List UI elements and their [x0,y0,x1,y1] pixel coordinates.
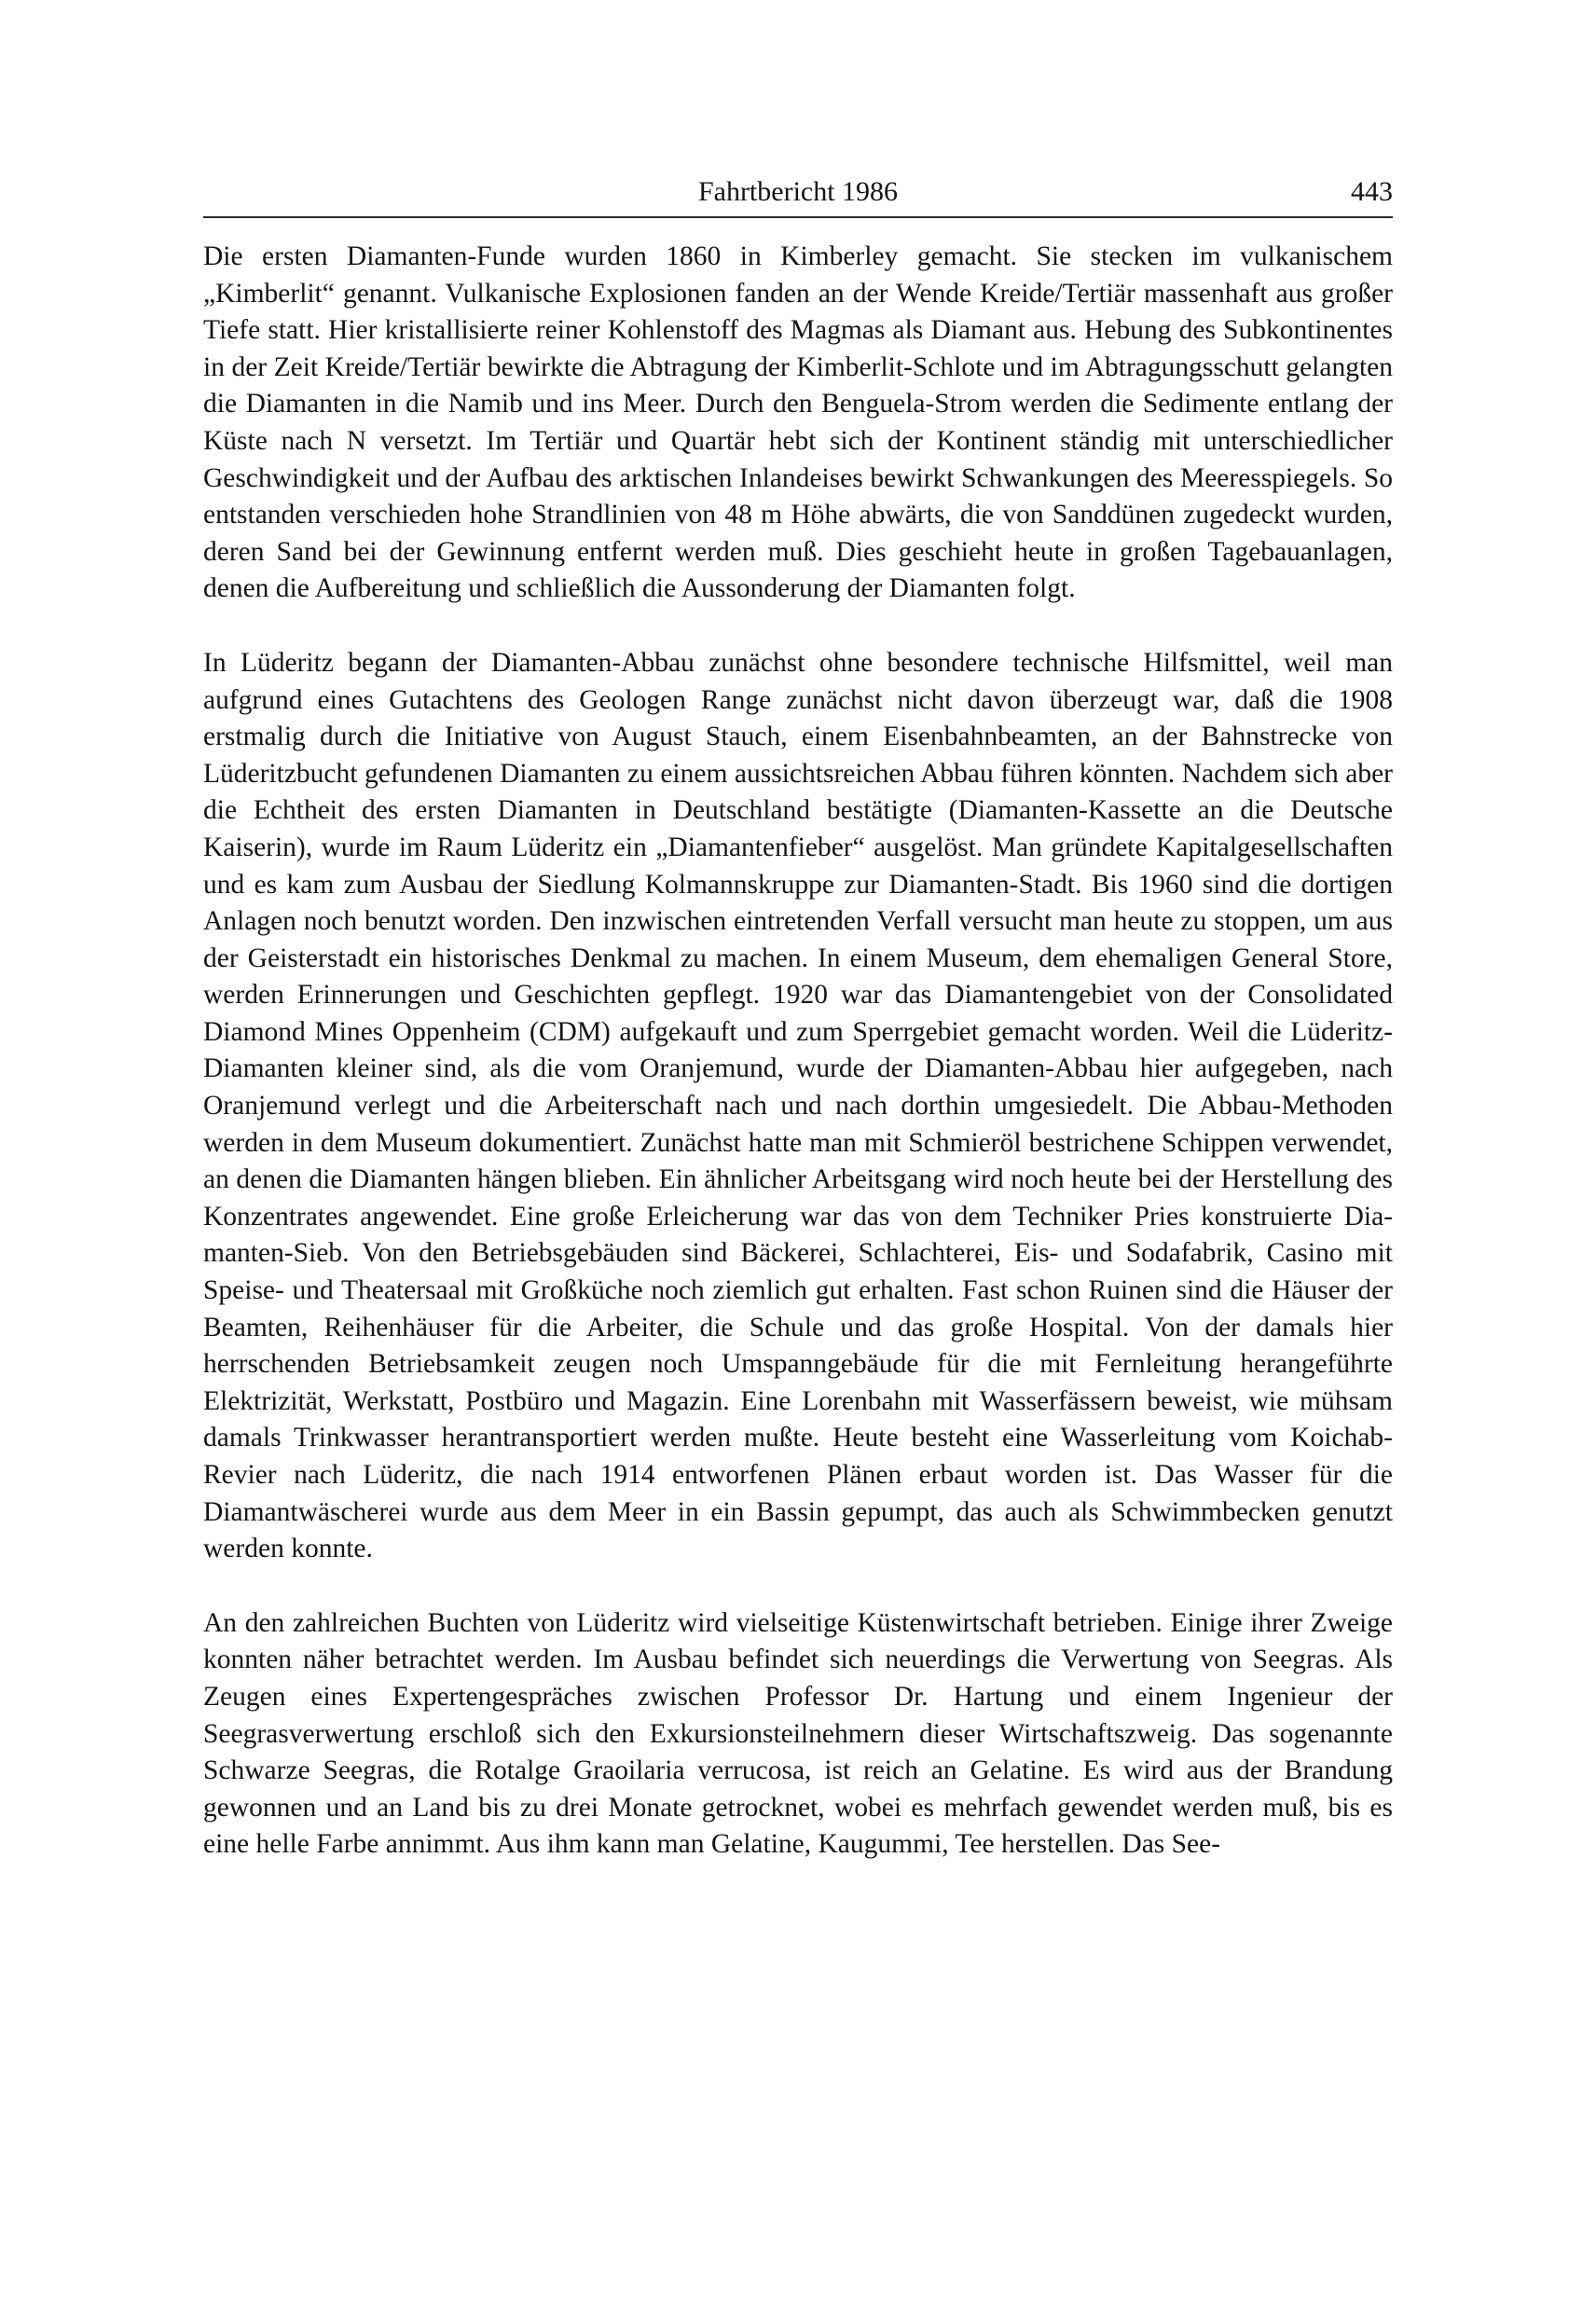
paragraph-3: An den zahlreichen Buchten von Lüderitz wird vielseitige Küstenwirtschaft betrieben. Einige ihrer Zweige konnten näher betrachtet werden. Im Ausbau befindet sich neuerdings die Verwertung von Seegras. Als Zeugen eines Expertengespräches zwischen Professor Dr. Hartung und einem Ingenieur der Seegrasverwertung erschloß sich den Exkursionsteilnehmern dieser Wirtschaftszweig. Das sogenannte Schwarze Seegras, die Rotalge Graoilaria verrucosa, ist reich an Gelatine. Es wird aus der Brandung gewonnen und an Land bis zu drei Monate getrocknet, wobei es mehrfach gewendet werden muß, bis es eine helle Farbe annimmt. Aus ihm kann man Gelatine, Kaugummi, Tee herstellen. Das See- [203,1607,1393,1860]
document-page [203,168,1393,1864]
running-header [203,168,1393,218]
running-title: Fahrtbericht 1986 [697,176,899,207]
paragraph-2: In Lüderitz begann der Diamanten-Abbau zunächst ohne besondere technische Hilfsmittel, weil man aufgrund eines Gutachtens des Geologen Range zunächst nicht davon überzeugt war, daß die 1908 erstmalig durch die Initiative von August Stauch, einem Eisenbahnbeamten, an der Bahnstrecke von Lüderitzbucht gefundenen Diamanten zu einem aussichtsreichen Abbau führen könnten. Nachdem sich aber die Echtheit des ersten Diamanten in Deutschland bestätigte (Diamanten-Kassette an die Deutsche Kaiserin), wurde im Raum Lüderitz ein „Diamantenfieber“ ausgelöst. Man gründete Kapitalgesellschaften und es kam zum Ausbau der Siedlung Kolmannskruppe zur Diamanten-Stadt. Bis 1960 sind die dortigen Anlagen noch benutzt worden. Den inzwischen eintretenden Verfall versucht man heute zu stoppen, um aus der Geisterstadt ein historisches Denkmal zu machen. In einem Museum, dem ehemaligen General Store, werden Erinnerungen und Geschichten gepflegt. 1920 war das Diamantengebiet von der Consolidated Diamond Mines Oppenheim (CDM) aufgekauft und zum Sperrgebiet gemacht worden. Weil die Lüderitz-Diamanten kleiner sind, als die vom Oranjemund, wurde der Diamanten-Abbau hier aufgegeben, nach Oranjemund verlegt und die Arbeiterschaft nach und nach dorthin umgesiedelt. Die Abbau-Methoden werden in dem Museum dokumentiert. Zunächst hatte man mit Schmieröl bestrichene Schippen verwendet, an denen die Diamanten hängen blieben. Ein ähnlicher Arbeitsgang wird noch heute bei der Herstellung des Konzentrates angewendet. Eine große Erleicherung war das von dem Techniker Pries konstruierte Diamanten-Sieb. Von den Betriebsgebäuden sind Bäckerei, Schlachterei, Eis- und Sodafabrik, Casino mit Speise- und Theatersaal mit Großküche noch ziemlich gut erhalten. Fast schon Ruinen sind die Häuser der Beamten, Reihenhäuser für die Arbeiter, die Schule und das große Hospital. Von der damals hier herrschenden Betriebsamkeit zeugen noch Umspanngebäude für die mit Fernleitung herangeführte Elektrizität, Werkstatt, Postbüro und Magazin. Eine Lorenbahn mit Wasserfässern beweist, wie mühsam damals Trinkwasser herantransportiert werden mußte. Heute besteht eine Wasserleitung vom Koichab-Revier nach Lüderitz, die nach 1914 entworfenen Plänen erbaut worden ist. Das Wasser für die Diamantwäscherei wurde aus dem Meer in ein Bassin gepumpt, das auch als Schwimmbecken genutzt werden konnte. [203,647,1393,1564]
body-text [203,239,1393,1864]
page-number: 443 [1351,176,1393,207]
paragraph-1: Die ersten Diamanten-Funde wurden 1860 in Kimberley gemacht. Sie stecken im vulkanischem „Kimberlit“ genannt. Vulkanische Explosionen fanden an der Wende Kreide/Tertiär massenhaft aus großer Tiefe statt. Hier kristallisierte reiner Kohlenstoff des Magmas als Diamant aus. Hebung des Subkontinentes in der Zeit Kreide/Tertiär bewirkte die Abtragung der Kimberlit-Schlote und im Abtragungsschutt gelangten die Diamanten in die Namib und ins Meer. Durch den Benguela-Strom werden die Sedimente entlang der Küste nach N versetzt. Im Tertiär und Quartär hebt sich der Kontinent ständig mit unterschiedlicher Geschwindigkeit und der Aufbau des arktischen Inlandeises bewirkt Schwankungen des Meeresspiegels. So entstanden verschieden hohe Strandlinien von 48 m Höhe abwärts, die von Sanddünen zugedeckt wurden, deren Sand bei der Gewinnung entfernt werden muß. Dies geschieht heute in großen Tagebauanlagen, denen die Aufbereitung und schließlich die Aussonderung der Diamanten folgt. [203,241,1393,604]
